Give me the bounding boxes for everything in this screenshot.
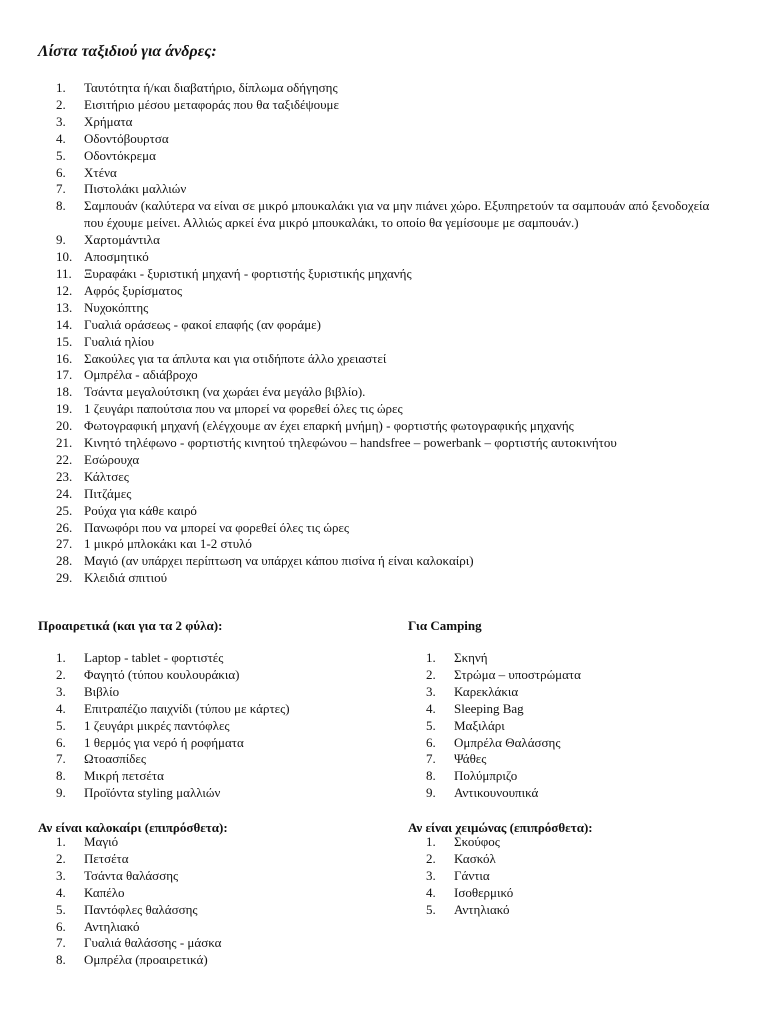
camping-checklist: [426, 650, 726, 802]
list-item-text: Αντηλιακό: [84, 918, 140, 934]
list-item: [56, 334, 716, 351]
list-item-text: Sleeping Bag: [454, 700, 524, 716]
list-item: [56, 570, 716, 587]
list-item-text: 1 ζευγάρι μικρές παντόφλες: [84, 717, 230, 733]
list-item: [56, 131, 716, 148]
list-item: [426, 885, 726, 902]
list-item-text: Αφρός ξυρίσματος: [84, 282, 183, 298]
list-item-text: Ομπρέλα Θαλάσσης: [454, 734, 561, 750]
list-item: [426, 667, 726, 684]
list-item-number: 9.: [56, 232, 66, 248]
list-item: [56, 768, 376, 785]
list-item-text: Σακούλες για τα άπλυτα και για οτιδήποτε άλλο χρειαστεί: [84, 350, 387, 366]
list-item: [56, 114, 716, 131]
list-item: [426, 751, 726, 768]
list-item-number: 27.: [56, 536, 73, 552]
list-item-number: 28.: [56, 553, 73, 569]
list-item: [56, 735, 376, 752]
list-item: [56, 198, 716, 232]
list-item: [56, 919, 376, 936]
list-item-number: 10.: [56, 249, 73, 265]
list-item: [426, 785, 726, 802]
list-item-number: 7.: [56, 181, 66, 197]
list-item-number: 7.: [56, 751, 66, 767]
list-item-text: Ωτοασπίδες: [84, 751, 146, 767]
list-item-number: 1.: [56, 650, 66, 665]
list-item-number: 6.: [426, 734, 436, 750]
list-item-text: Αποσμητικό: [84, 249, 149, 265]
list-item-text: Σαμπουάν (καλύτερα να είναι σε μικρό μπουκαλάκι για να μην πιάνει χώρο. Εξυπηρετούν τα σαμπουάν από ξενοδοχεία που έχουμε μείνει. Αλλιώς αρκεί ένα μικρό μπουκαλάκι, το οποίο θα γεμίσουμε με σαμπουάν.): [84, 198, 710, 231]
list-item-text: Χαρτομάντιλα: [84, 232, 160, 248]
list-item-text: Οδοντόκρεμα: [84, 147, 156, 163]
list-item: [56, 520, 716, 537]
winter-checklist: [426, 834, 726, 919]
list-item: [56, 684, 376, 701]
list-item: [56, 300, 716, 317]
list-item: [56, 952, 376, 969]
list-item-text: Καρεκλάκια: [454, 683, 519, 699]
winter-heading: Αν είναι χειμώνας (επιπρόσθετα):: [408, 820, 593, 835]
list-item-number: 6.: [56, 918, 66, 934]
list-item: [56, 165, 716, 182]
list-item-text: Καπέλο: [84, 884, 125, 900]
list-item-number: 29.: [56, 570, 73, 586]
list-item-number: 22.: [56, 451, 73, 467]
list-item-text: Πανωφόρι που να μπορεί να φορεθεί όλες τις ώρες: [84, 519, 350, 535]
list-item-text: Χρήματα: [84, 113, 133, 129]
list-item-number: 11.: [56, 265, 72, 281]
list-item-number: 8.: [426, 768, 436, 784]
list-item-text: Γυαλιά ηλίου: [84, 333, 155, 349]
list-item-text: Οδοντόβουρτσα: [84, 130, 169, 146]
list-item-text: Μαξιλάρι: [454, 717, 505, 733]
list-item-number: 2.: [56, 96, 66, 112]
list-item: [56, 351, 716, 368]
camping-heading: Για Camping: [408, 618, 482, 633]
list-item-number: 8.: [56, 952, 66, 968]
list-item-number: 3.: [426, 683, 436, 699]
list-item-text: 1 μικρό μπλοκάκι και 1-2 στυλό: [84, 536, 252, 552]
list-item-number: 2.: [56, 666, 66, 682]
list-item: [56, 435, 716, 452]
list-item-text: Ξυραφάκι - ξυριστική μηχανή - φορτιστής ξυριστικής μηχανής: [84, 265, 412, 281]
list-item: [56, 97, 716, 114]
list-item: [56, 232, 716, 249]
list-item-text: Σκούφος: [454, 834, 500, 849]
list-item-text: Στρώμα – υποστρώματα: [454, 666, 581, 682]
list-item: [56, 401, 716, 418]
list-item-number: 2.: [426, 666, 436, 682]
list-item-number: 4.: [56, 884, 66, 900]
list-item-number: 12.: [56, 282, 73, 298]
list-item: [426, 851, 726, 868]
list-item: [56, 317, 716, 334]
list-item-number: 18.: [56, 384, 73, 400]
list-item-text: Ταυτότητα ή/και διαβατήριο, δίπλωμα οδήγησης: [84, 80, 338, 95]
list-item: [56, 851, 376, 868]
list-item: [56, 834, 376, 851]
list-item-number: 25.: [56, 502, 73, 518]
list-item: [426, 834, 726, 851]
list-item: [56, 181, 716, 198]
list-item-number: 5.: [426, 901, 436, 917]
list-item-text: Ρούχα για κάθε καιρό: [84, 502, 197, 518]
list-item-text: Μικρή πετσέτα: [84, 768, 164, 784]
list-item-text: Αντικουνουπικά: [454, 785, 539, 801]
list-item-text: Γυαλιά θαλάσσης - μάσκα: [84, 935, 222, 951]
list-item: [426, 768, 726, 785]
list-item-number: 8.: [56, 768, 66, 784]
list-item: [426, 902, 726, 919]
list-item-number: 4.: [56, 130, 66, 146]
list-item: [56, 785, 376, 802]
main-checklist: [56, 80, 716, 587]
list-item: [56, 751, 376, 768]
list-item-text: Τσάντα θαλάσσης: [84, 867, 179, 883]
list-item-text: 1 ζευγάρι παπούτσια που να μπορεί να φορεθεί όλες τις ώρες: [84, 401, 403, 417]
list-item: [56, 935, 376, 952]
list-item-text: Κινητό τηλέφωνο - φορτιστής κινητού τηλεφώνου – handsfree – powerbank – φορτιστής αυτοκινήτου: [84, 435, 617, 451]
list-item-text: Επιτραπέζιο παιχνίδι (τύπου με κάρτες): [84, 700, 290, 716]
list-item-number: 1.: [426, 650, 436, 665]
list-item: [56, 902, 376, 919]
list-item: [56, 384, 716, 401]
list-item-number: 16.: [56, 350, 73, 366]
list-item-number: 1.: [56, 80, 66, 95]
list-item-number: 4.: [426, 700, 436, 716]
list-item: [56, 283, 716, 300]
list-item-text: Γυαλιά οράσεως - φακοί επαφής (αν φοράμε): [84, 316, 321, 332]
list-item-number: 2.: [426, 850, 436, 866]
list-item-number: 1.: [56, 834, 66, 849]
list-item-number: 7.: [56, 935, 66, 951]
list-item-text: Ομπρέλα (προαιρετικά): [84, 952, 208, 968]
list-item-text: Κασκόλ: [454, 850, 496, 866]
list-item-number: 24.: [56, 485, 73, 501]
list-item-text: Κάλτσες: [84, 468, 129, 484]
list-item: [56, 367, 716, 384]
list-item-number: 7.: [426, 751, 436, 767]
list-item-text: Σκηνή: [454, 650, 488, 665]
list-item-text: Ομπρέλα - αδιάβροχο: [84, 367, 198, 383]
list-item-text: Μαγιό (αν υπάρχει περίπτωση να υπάρχει κάπου πισίνα ή είναι καλοκαίρι): [84, 553, 474, 569]
list-item-text: 1 θερμός για νερό ή ροφήματα: [84, 734, 244, 750]
list-item-text: Βιβλίο: [84, 683, 120, 699]
list-item: [56, 718, 376, 735]
list-item-number: 6.: [56, 734, 66, 750]
list-item: [426, 650, 726, 667]
list-item: [56, 469, 716, 486]
list-item: [426, 718, 726, 735]
list-item: [56, 452, 716, 469]
list-item-number: 26.: [56, 519, 73, 535]
list-item: [56, 486, 716, 503]
list-item: [56, 667, 376, 684]
list-item-number: 17.: [56, 367, 73, 383]
list-item-text: Φωτογραφική μηχανή (ελέγχουμε αν έχει επαρκή μνήμη) - φορτιστής φωτογραφικής μηχανής: [84, 418, 574, 434]
list-item: [56, 553, 716, 570]
summer-checklist: [56, 834, 376, 969]
list-item-text: Πετσέτα: [84, 850, 129, 866]
list-item-number: 3.: [426, 867, 436, 883]
list-item-text: Φαγητό (τύπου κουλουράκια): [84, 666, 240, 682]
summer-heading: Αν είναι καλοκαίρι (επιπρόσθετα):: [38, 820, 228, 835]
list-item: [426, 701, 726, 718]
list-item: [56, 148, 716, 165]
list-item-number: 9.: [56, 785, 66, 801]
list-item-number: 1.: [426, 834, 436, 849]
list-item-text: Κλειδιά σπιτιού: [84, 570, 168, 586]
list-item-number: 6.: [56, 164, 66, 180]
list-item-text: Προϊόντα styling μαλλιών: [84, 785, 221, 801]
list-item-text: Ισοθερμικό: [454, 884, 514, 900]
list-item-text: Ψάθες: [454, 751, 487, 767]
list-item: [56, 80, 716, 97]
list-item-number: 4.: [56, 700, 66, 716]
document-title: Λίστα ταξιδιού για άνδρες:: [38, 43, 217, 60]
optional-checklist: [56, 650, 376, 802]
list-item-text: Laptop - tablet - φορτιστές: [84, 650, 224, 665]
list-item-number: 5.: [426, 717, 436, 733]
list-item-text: Πιτζάμες: [84, 485, 132, 501]
list-item: [56, 701, 376, 718]
list-item-number: 19.: [56, 401, 73, 417]
list-item-text: Εσώρουχα: [84, 451, 140, 467]
list-item: [56, 266, 716, 283]
list-item-number: 23.: [56, 468, 73, 484]
list-item-number: 2.: [56, 850, 66, 866]
list-item-number: 9.: [426, 785, 436, 801]
list-item-text: Χτένα: [84, 164, 117, 180]
list-item-text: Νυχοκόπτης: [84, 299, 149, 315]
list-item-text: Τσάντα μεγαλούτσικη (να χωράει ένα μεγάλο βιβλίο).: [84, 384, 366, 400]
list-item-number: 3.: [56, 867, 66, 883]
list-item-number: 13.: [56, 299, 73, 315]
list-item-text: Πολύμπριζο: [454, 768, 518, 784]
list-item: [56, 885, 376, 902]
list-item-number: 3.: [56, 113, 66, 129]
optional-heading: Προαιρετικά (και για τα 2 φύλα):: [38, 618, 223, 633]
list-item-number: 5.: [56, 147, 66, 163]
list-item-text: Μαγιό: [84, 834, 119, 849]
list-item-number: 14.: [56, 316, 73, 332]
list-item-text: Αντηλιακό: [454, 901, 510, 917]
list-item-text: Εισιτήριο μέσου μεταφοράς που θα ταξιδέψουμε: [84, 96, 339, 112]
list-item: [426, 735, 726, 752]
list-item: [56, 868, 376, 885]
list-item-number: 4.: [426, 884, 436, 900]
list-item-number: 5.: [56, 717, 66, 733]
list-item-number: 8.: [56, 198, 66, 214]
list-item: [56, 418, 716, 435]
list-item: [426, 684, 726, 701]
list-item-text: Πιστολάκι μαλλιών: [84, 181, 187, 197]
list-item: [56, 536, 716, 553]
list-item-number: 21.: [56, 435, 73, 451]
list-item-number: 5.: [56, 901, 66, 917]
list-item: [426, 868, 726, 885]
list-item: [56, 503, 716, 520]
list-item-text: Γάντια: [454, 867, 490, 883]
list-item: [56, 650, 376, 667]
list-item-number: 15.: [56, 333, 73, 349]
list-item-number: 3.: [56, 683, 66, 699]
list-item: [56, 249, 716, 266]
list-item-number: 20.: [56, 418, 73, 434]
list-item-text: Παντόφλες θαλάσσης: [84, 901, 198, 917]
